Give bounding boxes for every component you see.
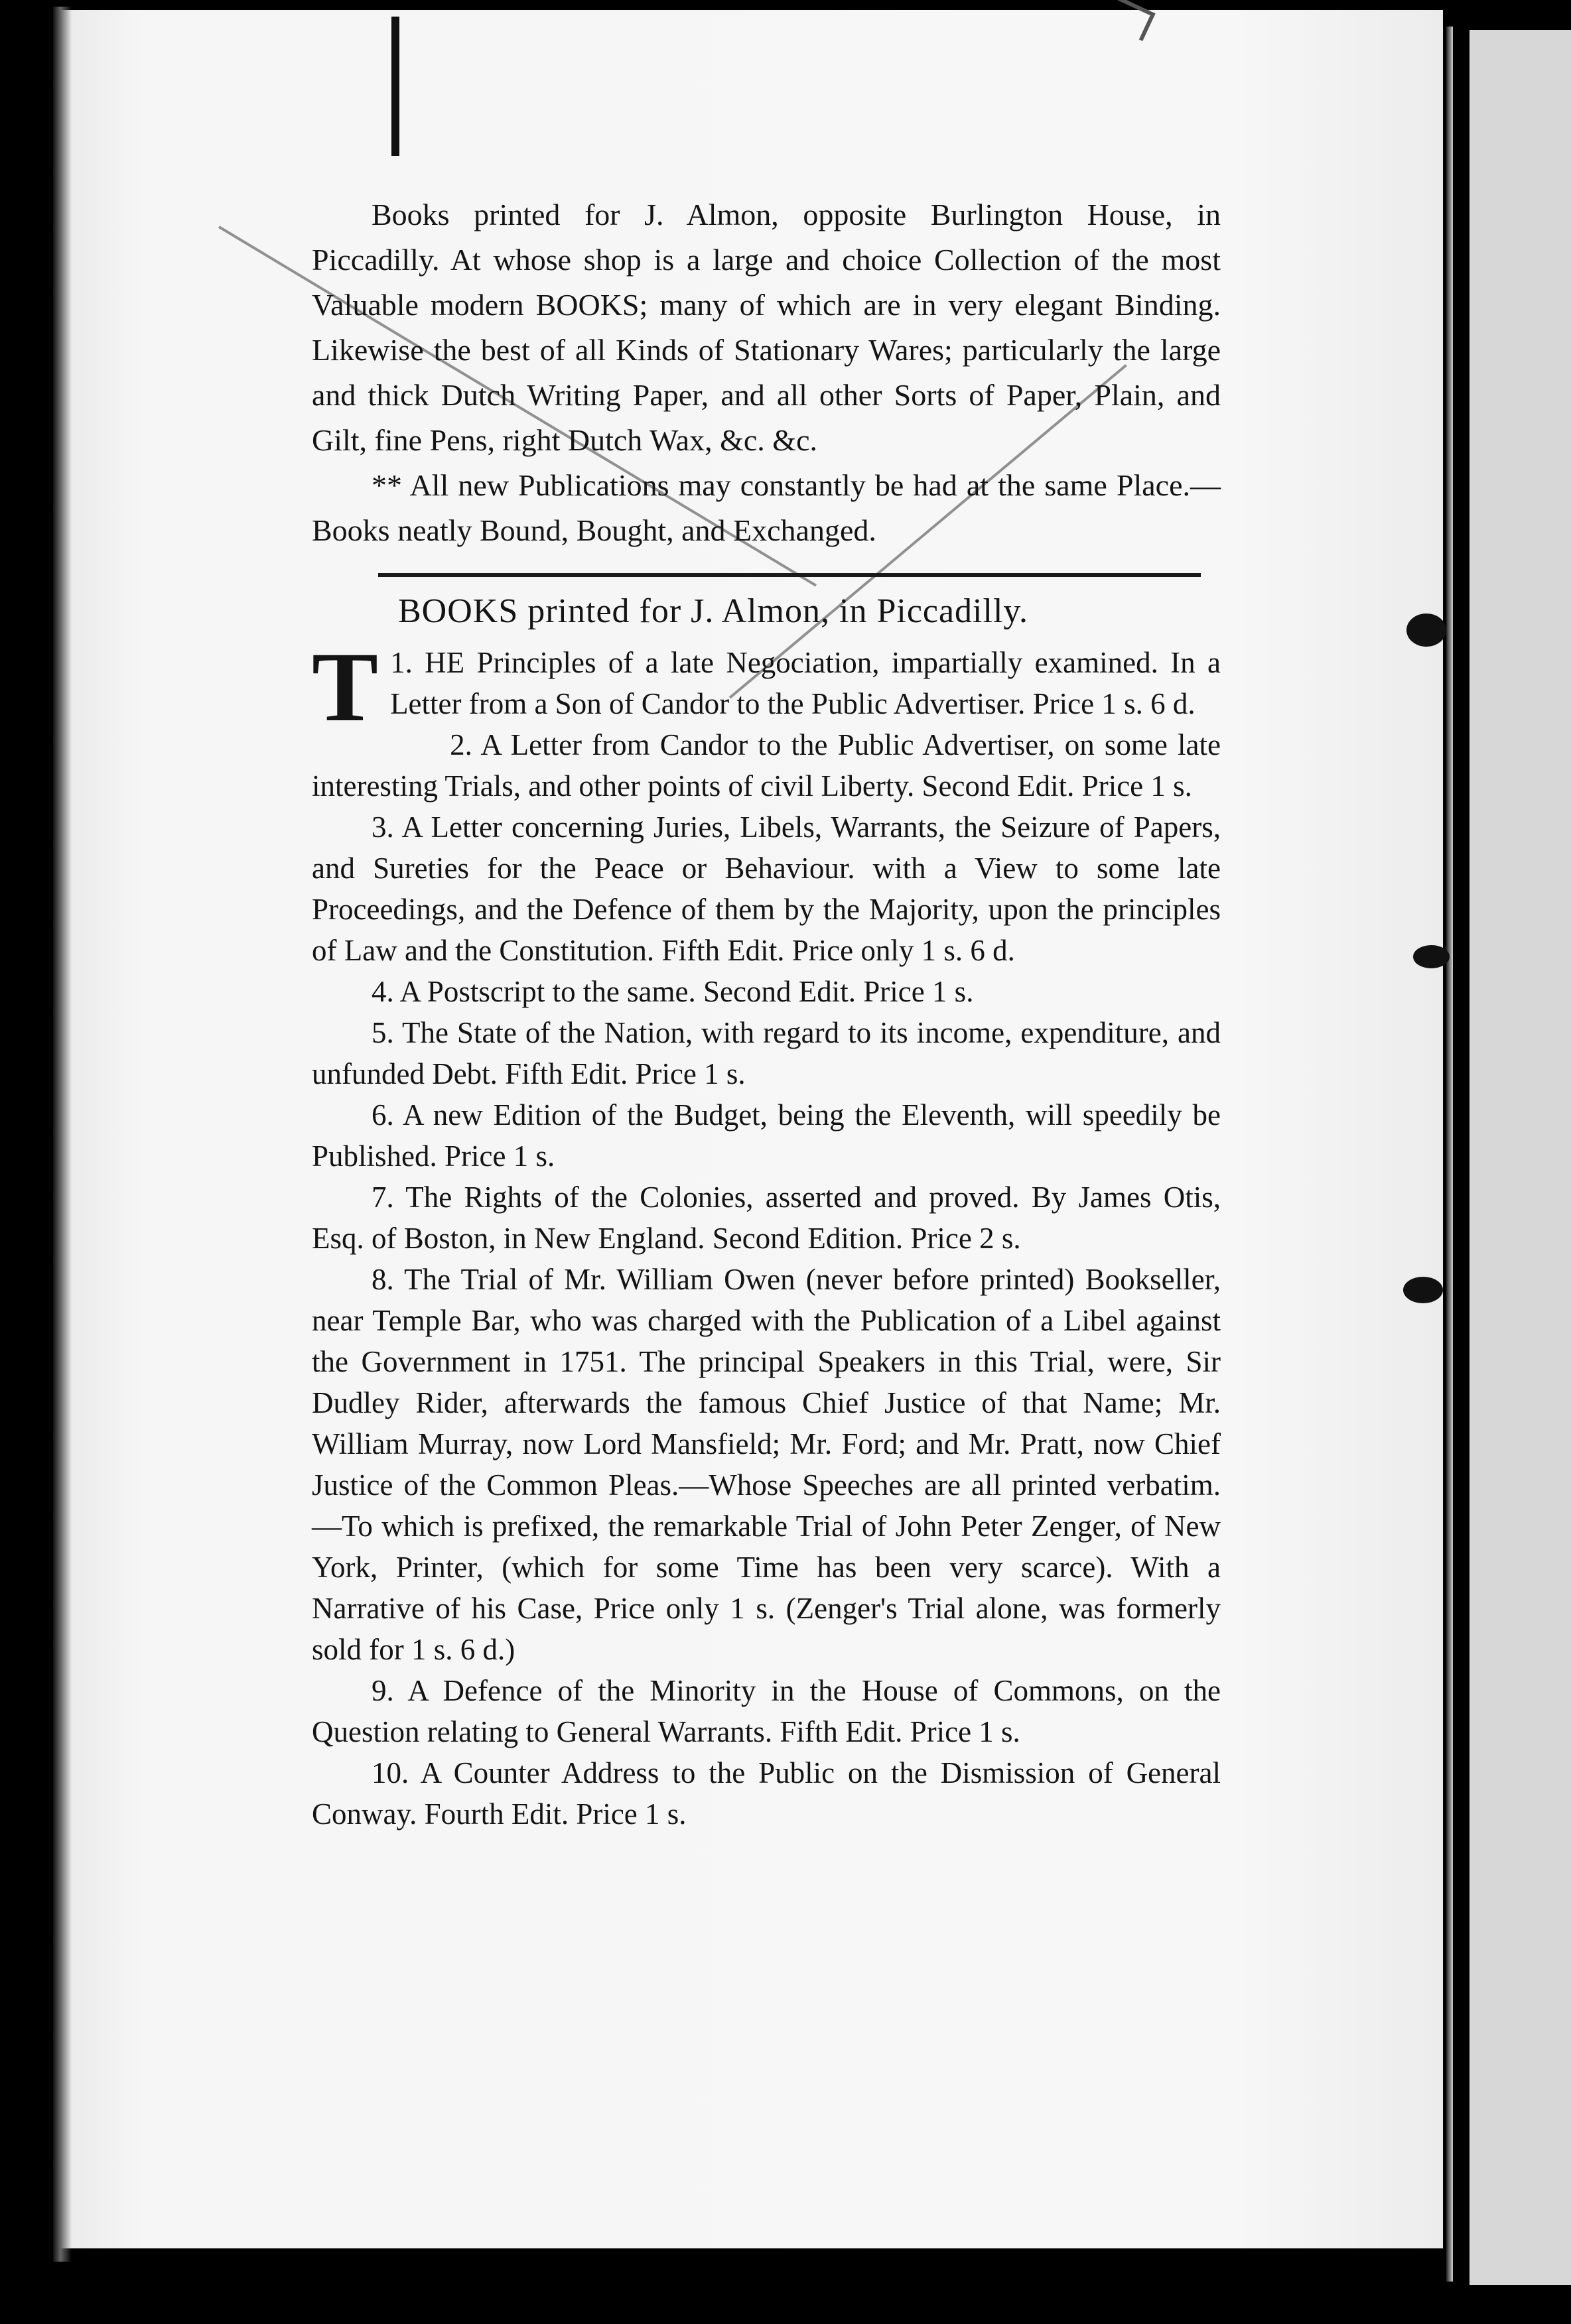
books-list (312, 632, 1221, 1835)
book-entry (312, 1177, 1221, 1259)
text-column (312, 192, 1221, 1835)
book-number: 1. (390, 646, 413, 679)
book-number: 7. (372, 1181, 394, 1214)
drop-cap: T (312, 632, 379, 742)
book-number: 10. (372, 1756, 409, 1789)
book-entry (312, 724, 1221, 807)
book-text: A Letter concerning Juries, Libels, Warrants, the Seizure of Papers, and Sureties for the Peace or Behaviour. with a View to some late Proceedings, and the Defence of them by the Majority, upon the principles of Law and the Constitution. Fifth Edit. Price only 1 s. 6 d. (312, 810, 1221, 967)
divider-rule (378, 573, 1201, 577)
books-heading: BOOKS printed for J. Almon, in Piccadilly. (398, 592, 1029, 630)
ink-blot (1413, 945, 1450, 968)
book-number: 4. (372, 975, 394, 1008)
ink-mark (391, 17, 399, 156)
book-text: A Counter Address to the Public on the Dismission of General Conway. Fourth Edit. Price 1 s. (312, 1756, 1221, 1831)
book-number: 6. (372, 1098, 394, 1131)
book-entry (312, 971, 1221, 1012)
book-text: A Defence of the Minority in the House of Commons, on the Question relating to General Warrants. Fifth Edit. Price 1 s. (312, 1674, 1221, 1748)
book-text: A Letter from Candor to the Public Advertiser, on some late interesting Trials, and other points of civil Liberty. Second Edit. Price 1 s. (312, 728, 1221, 803)
ink-blot (1403, 1277, 1443, 1303)
book-entry (312, 632, 1221, 742)
book-number: 5. (372, 1016, 394, 1049)
book-entry (312, 1094, 1221, 1177)
book-text: A new Edition of the Budget, being the Eleventh, will speedily be Published. Price 1 s. (312, 1098, 1221, 1173)
book-number: 8. (372, 1263, 394, 1296)
advertisement-note: ** All new Publications may constantly be had at the same Place.—Books neatly Bound, Bought, and Exchanged. (312, 468, 1221, 547)
book-text: The State of the Nation, with regard to its income, expenditure, and unfunded Debt. Fifth Edit. Price 1 s. (312, 1016, 1221, 1090)
book-text: HE Principles of a late Negociation, impartially examined. In a Letter from a Son of Candor to the Public Advertiser. Price 1 s. 6 d. (390, 646, 1221, 720)
page-fold (1446, 27, 1453, 2282)
book-entry (312, 807, 1221, 971)
page-left-shadow (53, 7, 72, 2262)
book-entry (312, 1259, 1221, 1670)
book-number: 3. (372, 810, 394, 844)
book-text: A Postscript to the same. Second Edit. Price 1 s. (399, 975, 974, 1008)
book-number: 9. (372, 1674, 394, 1707)
book-text: The Trial of Mr. William Owen (never before printed) Bookseller, near Temple Bar, who was charged with the Publication of a Libel against the Government in 1751. The principal Speakers in this Trial, were, Sir Dudley Rider, afterwards the famous Chief Justice of that Name; Mr. William Murray, now Lord Mansfield; Mr. Ford; and Mr. Pratt, now Chief Justice of the Common Pleas.—Whose Speeches are all printed verbatim.—To which is prefixed, the remarkable Trial of John Peter Zenger, of New York, Printer, (which for some Time has been very scarce). With a Narrative of his Case, Price only 1 s. (Zenger's Trial alone, was formerly sold for 1 s. 6 d.) (312, 1263, 1221, 1666)
book-text: The Rights of the Colonies, asserted and proved. By James Otis, Esq. of Boston, in New England. Second Edition. Price 2 s. (312, 1181, 1221, 1255)
book-entry (312, 1670, 1221, 1752)
book-entry (312, 1752, 1221, 1835)
book-entry (312, 1012, 1221, 1094)
book-number: 2. (450, 728, 472, 761)
advertisement-text: Books printed for J. Almon, opposite Burlington House, in Piccadilly. At whose shop is a large and choice Collection of the most Valuable modern BOOKS; many of which are in very elegant Binding. Likewise the best of all Kinds of Stationary Wares; particularly the large and thick Dutch Writing Paper, and all other Sorts of Paper, Plain, and Gilt, fine Pens, right Dutch Wax, &c. &c. (312, 198, 1221, 457)
facing-page-edge (1469, 30, 1571, 2285)
ink-blot (1406, 613, 1446, 647)
